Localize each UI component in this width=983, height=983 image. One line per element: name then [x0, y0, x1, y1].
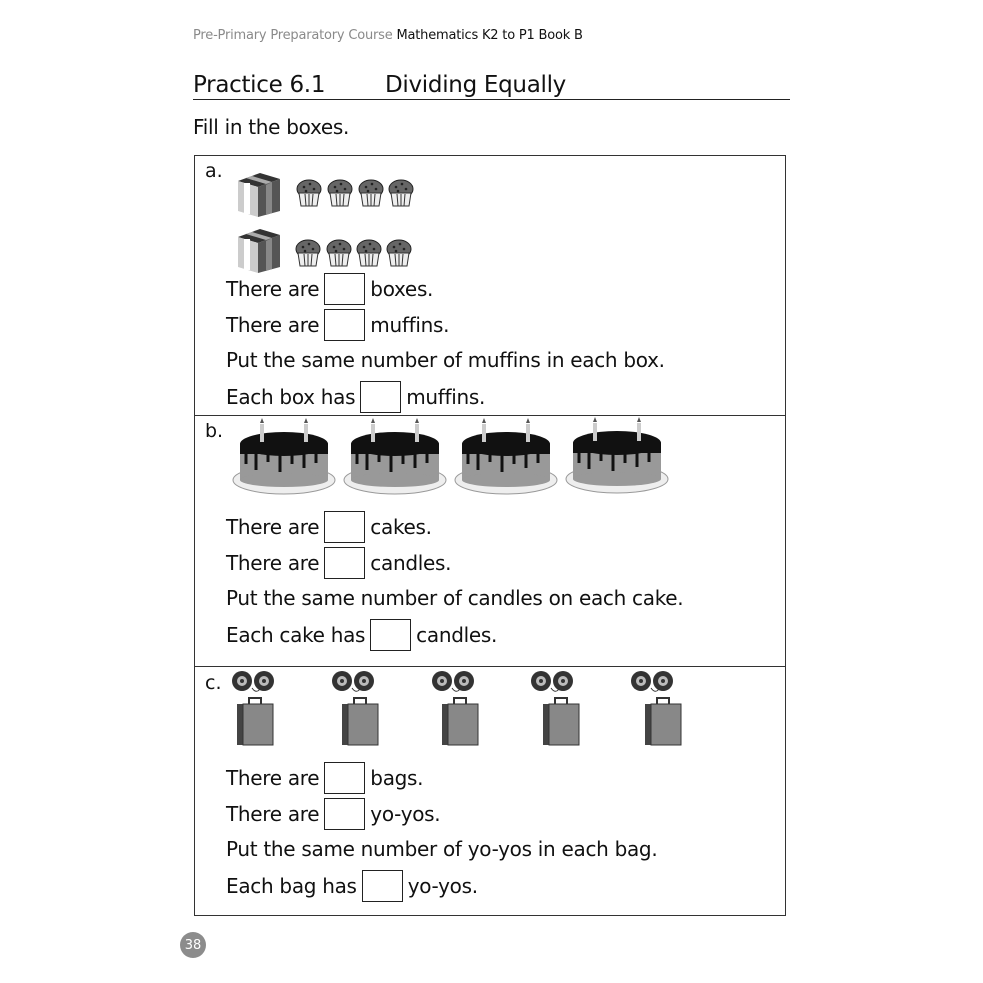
question-line	[226, 869, 478, 903]
line-text: boxes.	[370, 277, 434, 301]
bag-icon	[542, 696, 580, 746]
line-text: Each box has	[226, 385, 356, 409]
cake-icon	[454, 418, 558, 496]
answer-box[interactable]	[324, 511, 365, 543]
practice-topic: Dividing Equally	[385, 72, 566, 98]
bag-icon	[341, 696, 379, 746]
question-line	[226, 797, 440, 831]
answer-box[interactable]	[324, 273, 365, 305]
section-label-c: c.	[205, 672, 222, 694]
answer-box[interactable]	[362, 870, 403, 902]
line-text: bags.	[370, 766, 424, 790]
question-line	[226, 510, 432, 544]
cake-icon	[232, 418, 336, 496]
gift-box-icon	[236, 226, 282, 276]
cake-icon	[565, 417, 669, 495]
section-label-a: a.	[205, 160, 223, 182]
answer-box[interactable]	[324, 798, 365, 830]
section-label-b: b.	[205, 420, 224, 442]
bag-icon	[441, 696, 479, 746]
question-line	[226, 832, 657, 866]
line-text: There are	[226, 277, 320, 301]
muffin-icon	[296, 179, 322, 207]
section-divider	[194, 415, 786, 416]
yo-yo-icon	[530, 670, 576, 694]
answer-box[interactable]	[370, 619, 411, 651]
answer-box[interactable]	[324, 309, 365, 341]
course-name: Pre-Primary Preparatory Course	[193, 28, 393, 43]
title-rule	[193, 99, 790, 100]
cake-icon	[343, 418, 447, 496]
question-line	[226, 308, 449, 342]
line-text: muffins.	[370, 313, 450, 337]
question-line	[226, 272, 433, 306]
page-number: 38	[180, 932, 206, 958]
question-line	[226, 546, 451, 580]
yo-yo-icon	[630, 670, 676, 694]
muffin-icon	[356, 239, 382, 267]
yo-yo-icon	[431, 670, 477, 694]
gift-box-icon	[236, 170, 282, 220]
line-text: Put the same number of candles on each cake.	[226, 586, 684, 610]
line-text: There are	[226, 802, 320, 826]
line-text: There are	[226, 551, 320, 575]
muffin-icon	[358, 179, 384, 207]
answer-box[interactable]	[324, 547, 365, 579]
line-text: muffins.	[406, 385, 486, 409]
section-divider	[194, 666, 786, 667]
line-text: yo-yos.	[407, 874, 478, 898]
running-header	[193, 28, 583, 43]
answer-box[interactable]	[360, 381, 401, 413]
line-text: Each bag has	[226, 874, 357, 898]
instruction: Fill in the boxes.	[193, 115, 350, 139]
muffin-icon	[326, 239, 352, 267]
line-text: Each cake has	[226, 623, 366, 647]
question-line	[226, 343, 665, 377]
muffin-icon	[295, 239, 321, 267]
answer-box[interactable]	[324, 762, 365, 794]
line-text: cakes.	[370, 515, 432, 539]
line-text: There are	[226, 515, 320, 539]
line-text: Put the same number of yo-yos in each bag.	[226, 837, 658, 861]
question-line	[226, 581, 683, 615]
yo-yo-icon	[231, 670, 277, 694]
muffin-icon	[388, 179, 414, 207]
question-line	[226, 380, 485, 414]
practice-number: Practice 6.1	[193, 72, 326, 98]
line-text: There are	[226, 766, 320, 790]
muffin-icon	[327, 179, 353, 207]
line-text: yo-yos.	[370, 802, 441, 826]
book-name: Mathematics K2 to P1 Book B	[396, 28, 583, 43]
bag-icon	[644, 696, 682, 746]
line-text: There are	[226, 313, 320, 337]
question-line	[226, 618, 497, 652]
line-text: Put the same number of muffins in each box.	[226, 348, 665, 372]
line-text: candles.	[370, 551, 452, 575]
muffin-icon	[386, 239, 412, 267]
yo-yo-icon	[331, 670, 377, 694]
line-text: candles.	[416, 623, 498, 647]
question-line	[226, 761, 423, 795]
bag-icon	[236, 696, 274, 746]
